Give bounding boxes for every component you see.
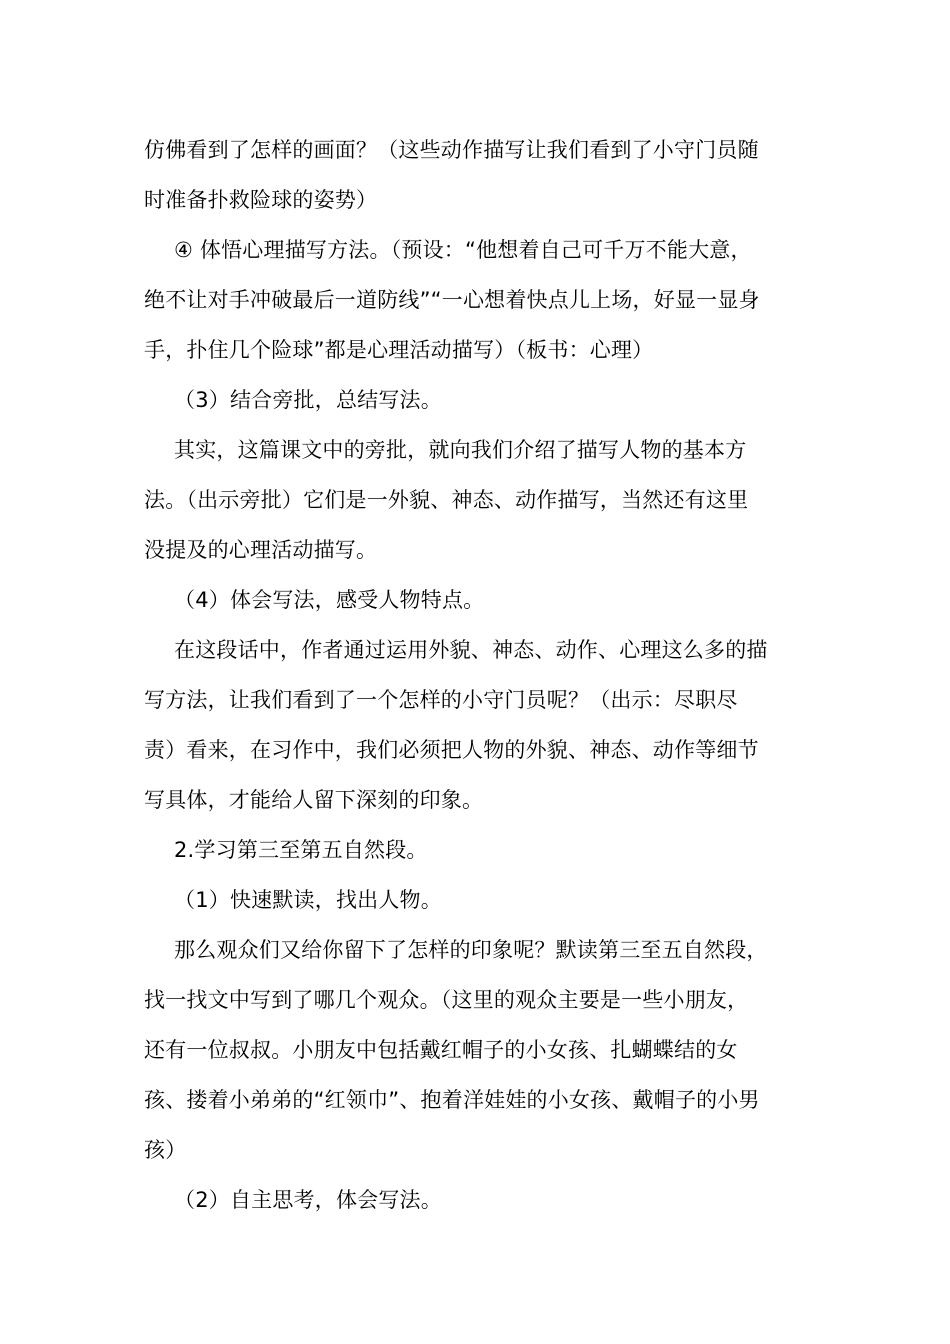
text-line: 责）看来，在习作中，我们必须把人物的外貌、神态、动作等细节 bbox=[144, 738, 759, 762]
section-heading: （3）结合旁批，总结写法。 bbox=[174, 388, 442, 412]
text-line: 那么观众们又给你留下了怎样的印象呢？默读第三至五自然段， bbox=[174, 938, 768, 962]
section-heading: （4）体会写法，感受人物特点。 bbox=[174, 588, 485, 612]
section-heading: 2.学习第三至第五自然段。 bbox=[174, 838, 428, 862]
text-line: 孩） bbox=[144, 1138, 187, 1162]
text-line: 仿佛看到了怎样的画面？（这些动作描写让我们看到了小守门员随 bbox=[144, 138, 759, 162]
text-line: 绝不让对手冲破最后一道防线”“一心想着快点儿上场，好显一显身 bbox=[144, 288, 760, 312]
text-line: 在这段话中，作者通过运用外貌、神态、动作、心理这么多的描 bbox=[174, 638, 768, 662]
text-line: 写具体，才能给人留下深刻的印象。 bbox=[144, 788, 484, 812]
text-line: 时准备扑救险球的姿势） bbox=[144, 188, 378, 212]
section-heading: （1）快速默读，找出人物。 bbox=[174, 888, 442, 912]
text-line: 手，扑住几个险球”都是心理活动描写）（板书：心理） bbox=[144, 338, 654, 362]
text-line: 写方法，让我们看到了一个怎样的小守门员呢？（出示：尽职尽 bbox=[144, 688, 738, 712]
text-line: 其实，这篇课文中的旁批，就向我们介绍了描写人物的基本方 bbox=[174, 438, 747, 462]
text-line: 没提及的心理活动描写。 bbox=[144, 538, 378, 562]
section-heading: （2）自主思考，体会写法。 bbox=[174, 1188, 442, 1212]
text-line: 孩、搂着小弟弟的“红领巾”、抱着洋娃娃的小女孩、戴帽子的小男 bbox=[144, 1088, 760, 1112]
text-line: 法。（出示旁批）它们是一外貌、神态、动作描写，当然还有这里 bbox=[144, 488, 749, 512]
text-line: ④ 体悟心理描写方法。（预设：“他想着自己可千万不能大意， bbox=[174, 238, 752, 262]
text-line: 找一找文中写到了哪几个观众。（这里的观众主要是一些小朋友， bbox=[144, 988, 749, 1012]
text-line: 还有一位叔叔。小朋友中包括戴红帽子的小女孩、扎蝴蝶结的女 bbox=[144, 1038, 738, 1062]
